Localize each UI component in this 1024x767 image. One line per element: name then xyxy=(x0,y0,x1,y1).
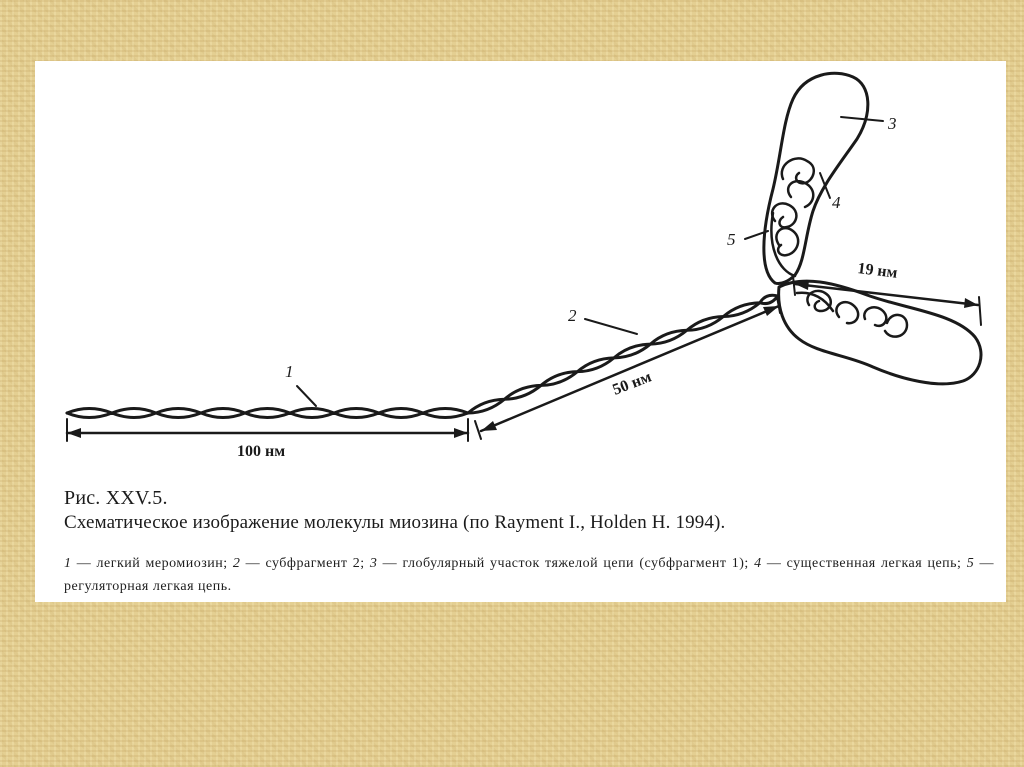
legend-item-4 xyxy=(754,556,967,571)
dimension-label-100nm: 100 нм xyxy=(237,443,286,460)
legend-text: — регуляторная легкая цепь. xyxy=(64,556,995,594)
label-5: 5 xyxy=(727,230,736,249)
legend-text: — легкий меромиозин; xyxy=(71,556,233,571)
dimension-100nm xyxy=(67,419,468,441)
legend-text: — глобулярный участок тяжелой цепи (субфрагмент 1); xyxy=(377,556,755,571)
legend-item-1 xyxy=(64,556,233,571)
legend-text: — существенная легкая цепь; xyxy=(761,556,967,571)
legend-text: — субфрагмент 2; xyxy=(240,556,370,571)
regulatory-light-chain-upper xyxy=(772,203,798,255)
dimension-label-19nm: 19 нм xyxy=(856,260,899,282)
legend-number: 2 xyxy=(232,556,241,571)
label-3: 3 xyxy=(888,114,897,133)
legend-number: 4 xyxy=(754,556,762,571)
globular-head-lower xyxy=(779,281,981,384)
dimension-label-50nm: 50 нм xyxy=(610,368,654,399)
essential-light-chain-upper xyxy=(782,158,814,207)
dimension-50nm xyxy=(475,297,780,439)
legend-item-3 xyxy=(370,556,754,571)
leader-line-2 xyxy=(585,319,637,334)
figure-caption-description: Схематическое изображение молекулы миозина (по Rayment I., Holden H. 1994). xyxy=(64,512,726,533)
label-2: 2 xyxy=(568,306,577,325)
figure-caption-title: Рис. XXV.5. xyxy=(64,487,168,509)
leader-line-1 xyxy=(297,386,316,406)
legend-number: 1 xyxy=(64,556,72,571)
light-meromyosin-rod xyxy=(67,409,468,418)
legend-number: 3 xyxy=(369,556,378,571)
label-1: 1 xyxy=(285,362,294,381)
label-4: 4 xyxy=(832,193,841,212)
figure-legend xyxy=(64,552,994,598)
legend-number: 5 xyxy=(966,556,975,571)
legend-item-2 xyxy=(233,556,370,571)
leader-line-3 xyxy=(841,117,883,121)
slide-panel xyxy=(35,61,1006,602)
subfragment-2-rod xyxy=(467,293,779,417)
